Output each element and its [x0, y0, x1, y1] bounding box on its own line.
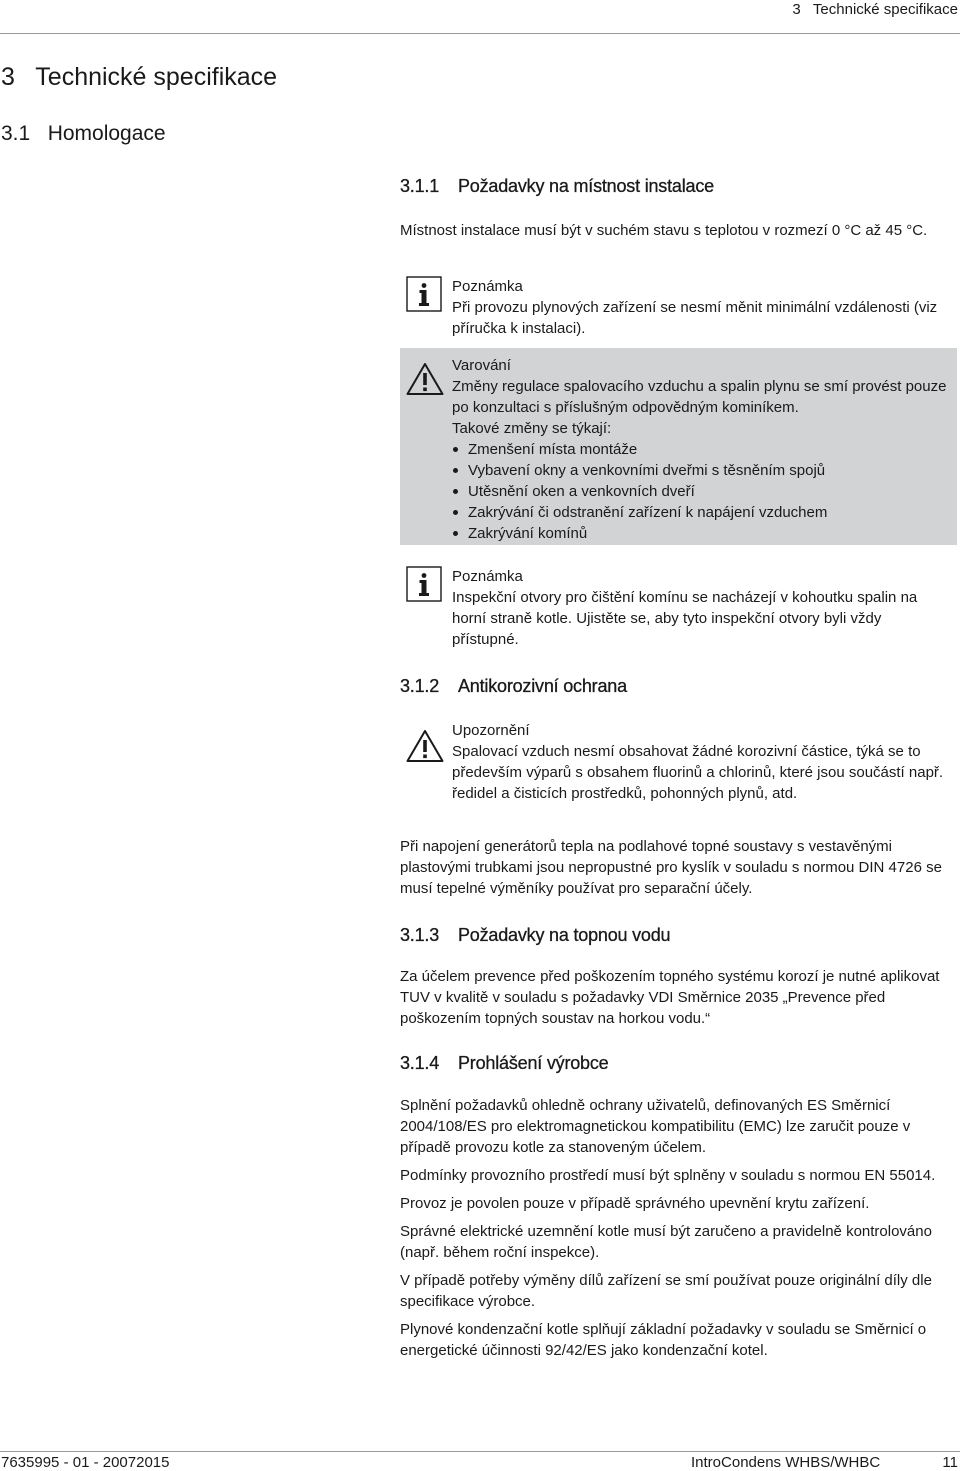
paragraph: Správné elektrické uzemnění kotle musí být zaručeno a pravidelně kontrolováno (např. během roční inspekce). — [400, 1223, 932, 1261]
list-item: Zakrývání či odstranění zařízení k napájení vzduchem — [452, 502, 952, 523]
caution-block — [400, 720, 957, 826]
section-number: 3.1.1 — [400, 176, 440, 196]
list-item: Zmenšení místa montáže — [452, 439, 952, 460]
list-item: Utěsnění oken a venkovních dveří — [452, 481, 952, 502]
section-3-1-4-heading — [400, 1053, 957, 1074]
warning-list — [452, 439, 952, 544]
section-3-1-3-heading — [400, 925, 957, 946]
section-number: 3.1.4 — [400, 1053, 440, 1073]
chapter-title: 3 Technické specifikace — [1, 63, 278, 91]
paragraph: Při napojení generátorů tepla na podlahové topné soustavy s vestavěnými plastovými trubkami jsou nepropustné pro kyslík v souladu s normou DIN 4726 se musí tepelné výměníky používat pro separační účely. — [400, 838, 942, 897]
warning-box — [400, 348, 957, 545]
section-3-1-3-body — [400, 966, 957, 1029]
product-name: IntroCondens WHBS/WHBC — [691, 1454, 881, 1471]
page-number: 11 — [942, 1454, 958, 1471]
section-heading: Prohlášení výrobce — [458, 1053, 609, 1073]
warning-title: Varování — [452, 357, 511, 374]
section-heading: Požadavky na topnou vodu — [458, 925, 671, 945]
paragraph: Za účelem prevence před poškozením topného systému korozí je nutné aplikovat TUV v kvalitě v souladu s požadavky VDI Směrnice 2035 „Prevence před poškozením topných soustav na horkou vodu.“ — [400, 968, 940, 1027]
paragraph: Provoz je povolen pouze v případě správného upevnění krytu zařízení. — [400, 1195, 870, 1212]
section-heading: Antikorozivní ochrana — [458, 676, 627, 696]
section-3-1-2-heading — [400, 676, 957, 697]
section-number: 3.1.3 — [400, 925, 440, 945]
doc-number: 7635995 - 01 - 20072015 — [1, 1454, 170, 1471]
section-3-1-1-heading — [400, 176, 957, 197]
section-title: 3.1 Homologace — [1, 122, 166, 145]
warning-lead: Takové změny se týkají: — [452, 420, 612, 437]
note-text: Při provozu plynových zařízení se nesmí měnit minimální vzdálenosti (viz příručka k instalaci). — [452, 299, 938, 337]
list-item: Zakrývání komínů — [452, 523, 952, 544]
caution-title: Upozornění — [452, 722, 530, 739]
paragraph: Podmínky provozního prostředí musí být splněny v souladu s normou EN 55014. — [400, 1167, 936, 1184]
list-item: Vybavení okny a venkovními dveřmi s těsněním spojů — [452, 460, 952, 481]
section-3-1-1-intro — [400, 220, 957, 241]
section-number: 3.1.2 — [400, 676, 440, 696]
note-block-1 — [400, 276, 957, 340]
warning-triangle-icon — [406, 362, 444, 401]
intro-paragraph: Místnost instalace musí být v suchém stavu s teplotou v rozmezí 0 °C až 45 °C. — [400, 222, 928, 239]
note-text: Inspekční otvory pro čištění komínu se nacházejí v kohoutku spalin na horní straně kotle. Ujistěte se, aby tyto inspekční otvory byli vždy přístupné. — [452, 589, 918, 648]
section-heading: Požadavky na místnost instalace — [458, 176, 714, 196]
paragraph: Splnění požadavků ohledně ochrany uživatelů, definovaných ES Směrnicí 2004/108/ES pro elektromagnetickou kompatibilitu (EMC) lze zaručit pouze v případě provozu kotle za stanoveným účelem. — [400, 1097, 911, 1156]
caution-text: Spalovací vzduch nesmí obsahovat žádné korozivní částice, týká se to především výparů s obsahem fluorinů a chlorinů, které jsou součástí např. ředidel a čisticích prostředků, pohonných plynů, atd. — [452, 743, 944, 802]
info-icon — [406, 566, 442, 602]
paragraph: Plynové kondenzační kotle splňují základní požadavky v souladu se Směrnicí o energetické účinnosti 92/42/ES jako kondenzační kotel. — [400, 1321, 927, 1359]
running-header — [0, 0, 960, 34]
section-3-1-2-body — [400, 836, 957, 899]
page-footer — [0, 1451, 960, 1470]
running-header-title: 3 Technické specifikace — [792, 1, 958, 18]
paragraph: V případě potřeby výměny dílů zařízení se smí používat pouze originální díly dle specifikace výrobce. — [400, 1272, 932, 1310]
note-title: Poznámka — [452, 568, 523, 585]
section-3-1-4-body — [400, 1095, 957, 1361]
warning-triangle-icon — [406, 729, 442, 765]
info-icon — [406, 276, 442, 312]
note-block-2 — [400, 566, 957, 650]
warning-text: Změny regulace spalovacího vzduchu a spalin plynu se smí provést pouze po konzultaci s příslušným odpovědným kominíkem. — [452, 378, 947, 416]
note-title: Poznámka — [452, 278, 523, 295]
